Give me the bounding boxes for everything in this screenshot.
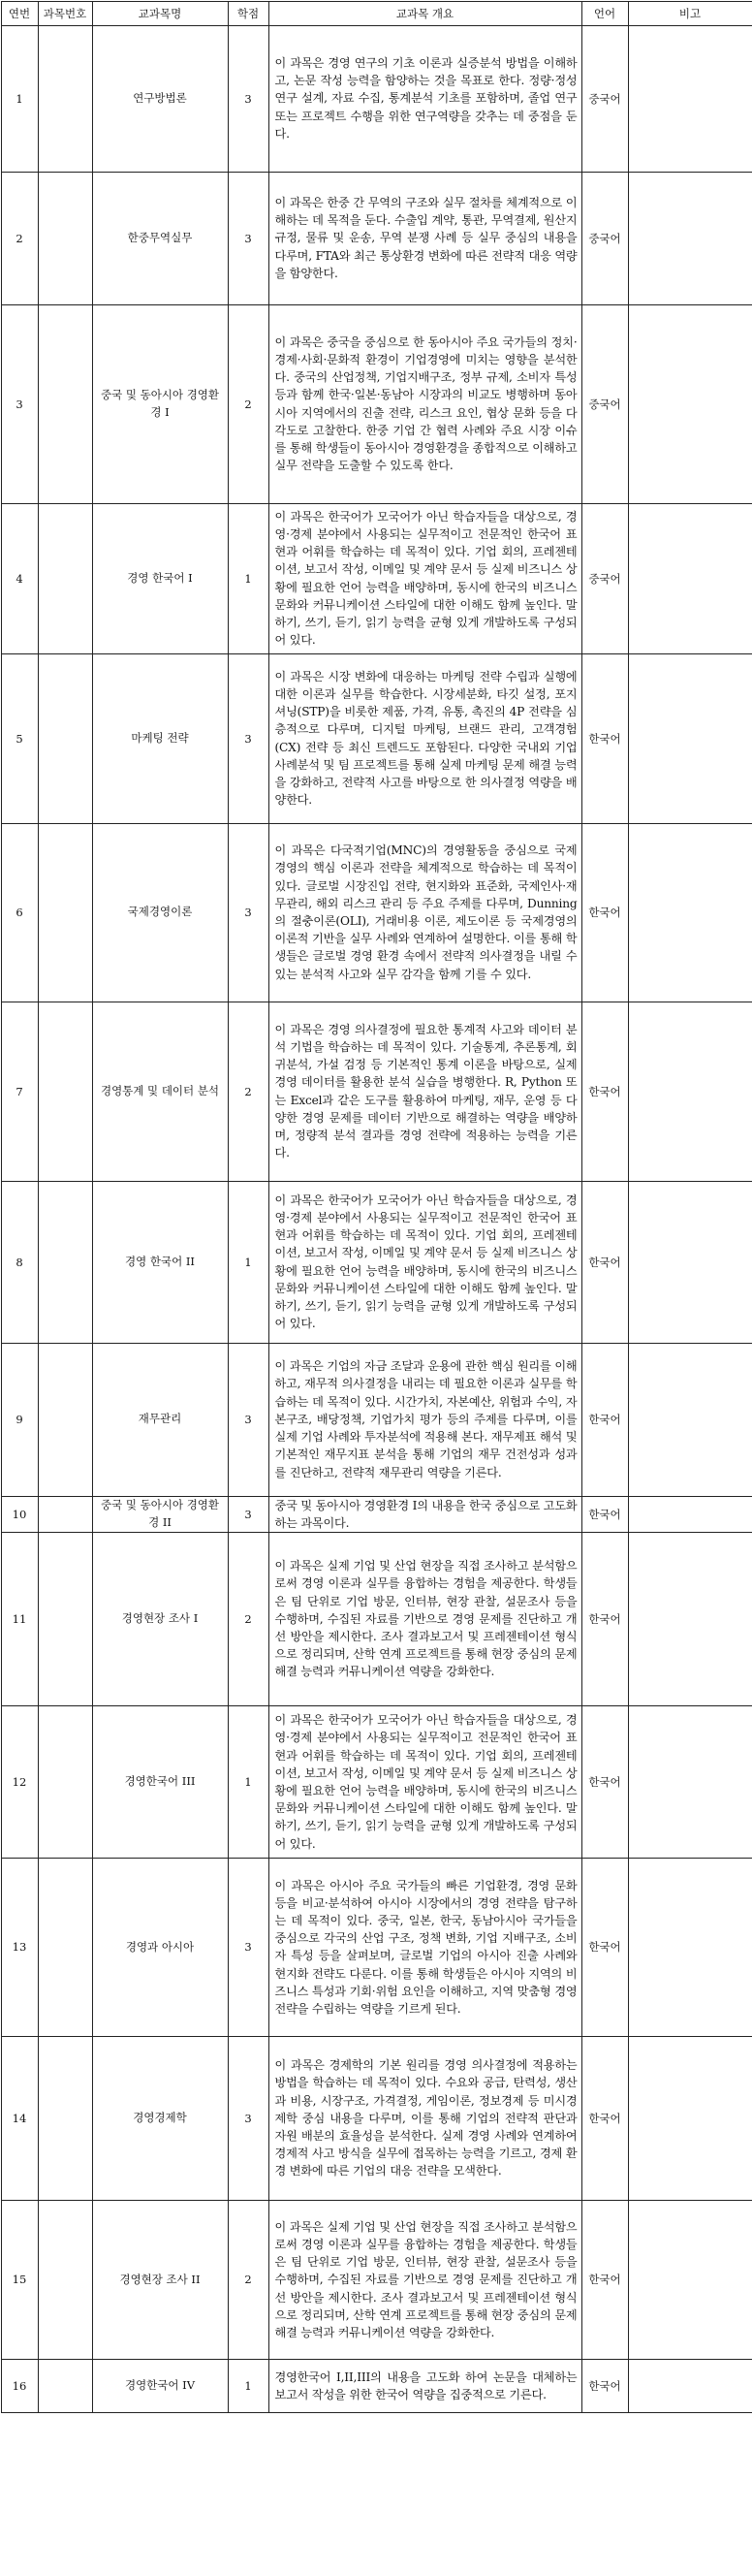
row-number: 2: [1, 172, 38, 304]
course-code: [38, 823, 92, 1002]
table-row: [1, 1002, 752, 1181]
course-description: 이 과목은 실제 기업 및 산업 현장을 직접 조사하고 분석함으로써 경영 이론과 실무를 융합하는 경험을 제공한다. 학생들은 팀 단위로 기업 방문, 인터뷰, 현장 관찰, 설문조사 등을 수행하며, 수집된 자료를 기반으로 경영 문제를 진단하고 개선 방안을 제시한다. 조사 결과보고서 및 프레젠테이션 형식으로 정리되며, 산학 연계 프로젝트를 통해 현장 중심의 문제 해결 능력과 커뮤니케이션 역량을 강화한다.: [268, 1532, 581, 1705]
table-row: [1, 2200, 752, 2359]
course-credit: 3: [228, 1343, 268, 1496]
course-credit: 3: [228, 2036, 268, 2200]
table-row: [1, 304, 752, 503]
course-description: 이 과목은 한국어가 모국어가 아닌 학습자들을 대상으로, 경영·경제 분야에서 사용되는 실무적이고 전문적인 한국어 표현과 어휘를 학습하는 데 목적이 있다. 기업 회의, 프레젠테이션, 보고서 작성, 이메일 및 계약 문서 등 실제 비즈니스 상황에 필요한 언어 능력을 배양하며, 동시에 한국의 비즈니스 문화와 커뮤니케이션 스타일에 대한 이해도 함께 높인다. 말하기, 쓰기, 듣기, 읽기 능력을 균형 있게 개발하도록 구성되어 있다.: [268, 1705, 581, 1858]
course-code: [38, 172, 92, 304]
row-number: 9: [1, 1343, 38, 1496]
course-credit: 1: [228, 2359, 268, 2412]
course-language: 중국어: [581, 503, 628, 653]
course-description: 이 과목은 시장 변화에 대응하는 마케팅 전략 수립과 실행에 대한 이론과 실무를 학습한다. 시장세분화, 타깃 설정, 포지셔닝(STP)을 비롯한 제품, 가격, 유통, 촉진의 4P 전략을 심층적으로 다루며, 디지털 마케팅, 브랜드 관리, 고객경험(CX) 전략 등 최신 트렌드도 포함된다. 다양한 국내외 기업 사례분석 및 팀 프로젝트를 통해 실제 마케팅 문제 해결 능력을 강화하고, 전략적 사고를 바탕으로 한 의사결정 역량을 배양한다.: [268, 653, 581, 823]
header-credit: 학점: [228, 1, 268, 25]
table-row: [1, 1181, 752, 1343]
course-description: 이 과목은 경영 연구의 기초 이론과 실증분석 방법을 이해하고, 논문 작성 능력을 함양하는 것을 목표로 한다. 정량·정성 연구 설계, 자료 수집, 통계분석 기초를 포함하며, 졸업 연구 또는 프로젝트 수행을 위한 연구역량을 갖추는 데 중점을 둔다.: [268, 25, 581, 172]
course-credit: 1: [228, 503, 268, 653]
course-language: 한국어: [581, 823, 628, 1002]
course-language: 중국어: [581, 304, 628, 503]
course-language: 중국어: [581, 25, 628, 172]
course-description: 이 과목은 한중 간 무역의 구조와 실무 절차를 체계적으로 이해하는 데 목적을 둔다. 수출입 계약, 통관, 무역결제, 원산지 규정, 물류 및 운송, 무역 분쟁 사례 등 실무 중심의 내용을 다루며, FTA와 최근 통상환경 변화에 따른 전략적 대응 역량을 함양한다.: [268, 172, 581, 304]
course-language: 한국어: [581, 1496, 628, 1532]
table-row: [1, 823, 752, 1002]
course-credit: 2: [228, 1532, 268, 1705]
course-credit: 3: [228, 653, 268, 823]
course-name: 경영과 아시아: [92, 1858, 228, 2036]
course-code: [38, 2036, 92, 2200]
course-code: [38, 25, 92, 172]
course-code: [38, 1002, 92, 1181]
course-credit: 2: [228, 2200, 268, 2359]
table-row: [1, 2359, 752, 2412]
table-row: [1, 1532, 752, 1705]
course-description: 이 과목은 아시아 주요 국가들의 빠른 기업환경, 경영 문화 등을 비교·분석하여 아시아 시장에서의 경영 전략을 탐구하는 데 목적이 있다. 중국, 일본, 한국, 동남아시아 국가들을 중심으로 각국의 산업 구조, 정책 변화, 기업 지배구조, 소비자 특성 등을 살펴보며, 글로벌 기업의 아시아 진출 사례와 현지화 전략도 다룬다. 이를 통해 학생들은 아시아 지역의 비즈니스 특성과 기회·위험 요인을 이해하고, 지역 맞춤형 경영 전략을 수립하는 역량을 기르게 된다.: [268, 1858, 581, 2036]
table-row: [1, 25, 752, 172]
row-number: 16: [1, 2359, 38, 2412]
course-name: 연구방법론: [92, 25, 228, 172]
row-number: 13: [1, 1858, 38, 2036]
course-note: [628, 172, 752, 304]
course-language: 중국어: [581, 172, 628, 304]
row-number: 5: [1, 653, 38, 823]
course-code: [38, 1532, 92, 1705]
table-row: [1, 1343, 752, 1496]
course-credit: 2: [228, 1002, 268, 1181]
course-description: 경영한국어 I,II,III의 내용을 고도화 하여 논문을 대체하는 보고서 작성을 위한 한국어 역량을 집중적으로 기른다.: [268, 2359, 581, 2412]
course-code: [38, 1343, 92, 1496]
course-language: 한국어: [581, 1858, 628, 2036]
course-name: 경영 한국어 I: [92, 503, 228, 653]
course-language: 한국어: [581, 1181, 628, 1343]
course-name: 경영경제학: [92, 2036, 228, 2200]
header-language: 언어: [581, 1, 628, 25]
course-credit: 3: [228, 25, 268, 172]
course-language: 한국어: [581, 1532, 628, 1705]
header-name: 교과목명: [92, 1, 228, 25]
course-note: [628, 1705, 752, 1858]
course-code: [38, 503, 92, 653]
course-credit: 1: [228, 1181, 268, 1343]
course-note: [628, 1181, 752, 1343]
course-name: 중국 및 동아시아 경영환경 I: [92, 304, 228, 503]
course-code: [38, 2359, 92, 2412]
course-name: 경영통계 및 데이터 분석: [92, 1002, 228, 1181]
row-number: 15: [1, 2200, 38, 2359]
course-code: [38, 1705, 92, 1858]
course-code: [38, 653, 92, 823]
table-row: [1, 1858, 752, 2036]
course-note: [628, 823, 752, 1002]
course-credit: 1: [228, 1705, 268, 1858]
header-description: 교과목 개요: [268, 1, 581, 25]
table-row: [1, 1705, 752, 1858]
course-language: 한국어: [581, 653, 628, 823]
course-note: [628, 1343, 752, 1496]
course-code: [38, 304, 92, 503]
course-credit: 3: [228, 1496, 268, 1532]
header-no: 연번: [1, 1, 38, 25]
row-number: 8: [1, 1181, 38, 1343]
row-number: 11: [1, 1532, 38, 1705]
course-name: 경영현장 조사 II: [92, 2200, 228, 2359]
course-code: [38, 2200, 92, 2359]
course-note: [628, 304, 752, 503]
header-note: 비고: [628, 1, 752, 25]
table-row: [1, 503, 752, 653]
course-description: 이 과목은 경영 의사결정에 필요한 통계적 사고와 데이터 분석 기법을 학습하는 데 목적이 있다. 기술통계, 추론통계, 회귀분석, 가설 검정 등 기본적인 통계 이론을 바탕으로, 실제 경영 데이터를 활용한 분석 실습을 병행한다. R, Python 또는 Excel과 같은 도구를 활용하여 마케팅, 재무, 운영 등 다양한 경영 문제를 데이터 기반으로 해결하는 역량을 배양하며, 정량적 분석 결과를 경영 전략에 적용하는 능력을 기른다.: [268, 1002, 581, 1181]
course-note: [628, 503, 752, 653]
course-language: 한국어: [581, 2359, 628, 2412]
row-number: 6: [1, 823, 38, 1002]
course-description: 이 과목은 기업의 자금 조달과 운용에 관한 핵심 원리를 이해하고, 재무적 의사결정을 내리는 데 필요한 이론과 실무를 학습하는 데 목적이 있다. 시간가치, 자본예산, 위험과 수익, 자본구조, 배당정책, 기업가치 평가 등의 주제를 다루며, 이를 실제 기업 사례와 투자분석에 적용해 본다. 재무제표 해석 및 기본적인 재무지표 분석을 통해 기업의 재무 건전성과 성과를 진단하고, 전략적 재무관리 역량을 기른다.: [268, 1343, 581, 1496]
course-description: 중국 및 동아시아 경영환경 I의 내용을 한국 중심으로 고도화하는 과목이다.: [268, 1496, 581, 1532]
course-name: 경영현장 조사 I: [92, 1532, 228, 1705]
course-note: [628, 1858, 752, 2036]
course-name: 재무관리: [92, 1343, 228, 1496]
course-credit: 3: [228, 172, 268, 304]
course-table: [1, 1, 752, 2413]
course-language: 한국어: [581, 2036, 628, 2200]
course-note: [628, 2359, 752, 2412]
row-number: 12: [1, 1705, 38, 1858]
row-number: 10: [1, 1496, 38, 1532]
table-row: [1, 1496, 752, 1532]
course-note: [628, 1532, 752, 1705]
course-language: 한국어: [581, 1002, 628, 1181]
course-description: 이 과목은 중국을 중심으로 한 동아시아 주요 국가들의 정치·경제·사회·문화적 환경이 기업경영에 미치는 영향을 분석한다. 중국의 산업정책, 기업지배구조, 정부 규제, 소비자 특성 등과 함께 한국·일본·동남아 시장과의 비교도 병행하며 동아시아 지역에서의 진출 전략, 리스크 요인, 협상 문화 등을 다각도로 고찰한다. 한중 기업 간 협력 사례와 주요 시장 이슈를 통해 학생들이 동아시아 경영환경을 종합적으로 이해하고 실무 전략을 도출할 수 있도록 한다.: [268, 304, 581, 503]
course-description: 이 과목은 한국어가 모국어가 아닌 학습자들을 대상으로, 경영·경제 분야에서 사용되는 실무적이고 전문적인 한국어 표현과 어휘를 학습하는 데 목적이 있다. 기업 회의, 프레젠테이션, 보고서 작성, 이메일 및 계약 문서 등 실제 비즈니스 상황에 필요한 언어 능력을 배양하며, 동시에 한국의 비즈니스 문화와 커뮤니케이션 스타일에 대한 이해도 함께 높인다. 말하기, 쓰기, 듣기, 읽기 능력을 균형 있게 개발하도록 구성되어 있다.: [268, 503, 581, 653]
course-credit: 3: [228, 1858, 268, 2036]
course-note: [628, 2036, 752, 2200]
row-number: 1: [1, 25, 38, 172]
row-number: 14: [1, 2036, 38, 2200]
course-description: 이 과목은 실제 기업 및 산업 현장을 직접 조사하고 분석함으로써 경영 이론과 실무를 융합하는 경험을 제공한다. 학생들은 팀 단위로 기업 방문, 인터뷰, 현장 관찰, 설문조사 등을 수행하며, 수집된 자료를 기반으로 경영 문제를 진단하고 개선 방안을 제시한다. 조사 결과보고서 및 프레젠테이션 형식으로 정리되며, 산학 연계 프로젝트를 통해 현장 중심의 문제 해결 능력과 커뮤니케이션 역량을 강화한다.: [268, 2200, 581, 2359]
row-number: 7: [1, 1002, 38, 1181]
course-description: 이 과목은 경제학의 기본 원리를 경영 의사결정에 적용하는 방법을 학습하는 데 목적이 있다. 수요와 공급, 탄력성, 생산과 비용, 시장구조, 가격결정, 게임이론, 정보경제 등 미시경제학 중심 내용을 다루며, 이를 통해 기업의 전략적 판단과 자원 배분의 효율성을 분석한다. 실제 경영 사례와 연계하여 경제적 사고 방식을 실무에 접목하는 능력을 기르고, 경제 환경 변화에 따른 기업의 대응 전략을 모색한다.: [268, 2036, 581, 2200]
header-code: 과목번호: [38, 1, 92, 25]
course-note: [628, 653, 752, 823]
course-language: 한국어: [581, 1705, 628, 1858]
course-credit: 2: [228, 304, 268, 503]
course-name: 경영 한국어 II: [92, 1181, 228, 1343]
course-name: 경영한국어 III: [92, 1705, 228, 1858]
course-description: 이 과목은 다국적기업(MNC)의 경영활동을 중심으로 국제경영의 핵심 이론과 전략을 체계적으로 학습하는 데 목적이 있다. 글로벌 시장진입 전략, 현지화와 표준화, 국제인사·재무관리, 해외 리스크 관리 등 주요 주제를 다루며, Dunning의 절충이론(OLI), 거래비용 이론, 제도이론 등 국제경영의 이론적 기반을 실무 사례와 연계하여 설명한다. 이를 통해 학생들은 글로벌 경영 환경 속에서 전략적 의사결정을 내릴 수 있는 분석적 사고와 실무 감각을 함께 기를 수 있다.: [268, 823, 581, 1002]
table-row: [1, 172, 752, 304]
table-header-row: [1, 1, 752, 25]
course-note: [628, 2200, 752, 2359]
row-number: 4: [1, 503, 38, 653]
course-note: [628, 1496, 752, 1532]
course-description: 이 과목은 한국어가 모국어가 아닌 학습자들을 대상으로, 경영·경제 분야에서 사용되는 실무적이고 전문적인 한국어 표현과 어휘를 학습하는 데 목적이 있다. 기업 회의, 프레젠테이션, 보고서 작성, 이메일 및 계약 문서 등 실제 비즈니스 상황에 필요한 언어 능력을 배양하며, 동시에 한국의 비즈니스 문화와 커뮤니케이션 스타일에 대한 이해도 함께 높인다. 말하기, 쓰기, 듣기, 읽기 능력을 균형 있게 개발하도록 구성되어 있다.: [268, 1181, 581, 1343]
course-language: 한국어: [581, 1343, 628, 1496]
table-row: [1, 2036, 752, 2200]
course-code: [38, 1858, 92, 2036]
course-code: [38, 1181, 92, 1343]
row-number: 3: [1, 304, 38, 503]
course-language: 한국어: [581, 2200, 628, 2359]
course-credit: 3: [228, 823, 268, 1002]
table-row: [1, 653, 752, 823]
course-code: [38, 1496, 92, 1532]
course-note: [628, 1002, 752, 1181]
course-name: 경영한국어 IV: [92, 2359, 228, 2412]
course-name: 한중무역실무: [92, 172, 228, 304]
course-name: 중국 및 동아시아 경영환경 II: [92, 1496, 228, 1532]
course-name: 국제경영이론: [92, 823, 228, 1002]
course-name: 마케팅 전략: [92, 653, 228, 823]
course-note: [628, 25, 752, 172]
